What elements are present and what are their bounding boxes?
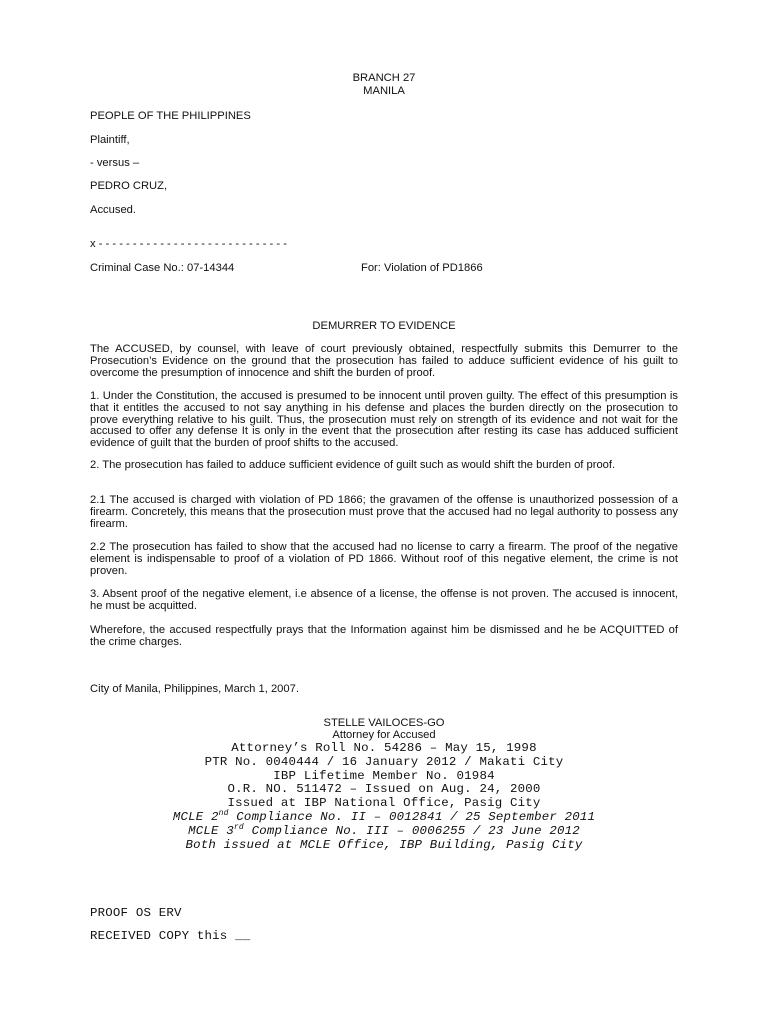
issued-at-line: Issued at IBP National Office, Pasig City	[227, 796, 541, 810]
prayer-paragraph: Wherefore, the accused respectfully prays that the Information against him be dismissed and he be ACQUITTED of the crime charges.	[90, 624, 678, 648]
mcle-3rd-line	[0, 824, 768, 838]
case-offense: For: Violation of PD1866	[361, 262, 483, 274]
case-number: Criminal Case No.: 07-14344	[90, 262, 235, 274]
both-issued-line: Both issued at MCLE Office, IBP Building, Pasig City	[185, 838, 583, 852]
mcle-2nd-detail: Compliance No. II – 0012841 / 25 September 2011	[228, 810, 596, 824]
versus-text: - versus –	[90, 157, 140, 169]
caption-separator: x - - - - - - - - - - - - - - - - - - - - - - - - - - - -	[90, 238, 287, 250]
plaintiff-name: PEOPLE OF THE PHILIPPINES	[90, 110, 251, 122]
mcle-2nd-ordinal: nd	[218, 808, 229, 818]
document-title: DEMURRER TO EVIDENCE	[312, 320, 456, 332]
mcle-2nd-line	[0, 810, 768, 824]
mcle-3rd-ordinal: rd	[233, 822, 244, 832]
roll-number-line: Attorney’s Roll No. 54286 – May 15, 1998	[231, 741, 537, 755]
or-number-line: O.R. NO. 511472 – Issued on Aug. 24, 2000	[227, 782, 541, 796]
city-heading: MANILA	[363, 85, 405, 97]
paragraph-1: 1. Under the Constitution, the accused is presumed to be innocent until proven guilty. The effect of this presumption is that it entitles the accused to not say anything in his defense and places the burden directly on the prosecution to prove everything relative to his guilt. Thus, the prosecution must rely on strength of its evidence and not wait for the accused to offer any defense It is only in the event that the prosecution after resting its case has adduced sufficient evidence of guilt that the burden of proof shifts to the accused.	[90, 390, 678, 450]
mcle-3rd-detail: Compliance No. III – 0006255 / 23 June 2012	[243, 824, 580, 838]
mcle-3rd-prefix: MCLE 3	[188, 824, 234, 838]
signatory-role: Attorney for Accused	[332, 729, 436, 741]
proof-of-service-line: PROOF OS ERV	[90, 906, 182, 920]
date-place-line: City of Manila, Philippines, March 1, 2007.	[90, 683, 299, 695]
signatory-name: STELLE VAILOCES-GO	[323, 717, 445, 729]
ibp-line: IBP Lifetime Member No. 01984	[273, 769, 495, 783]
accused-label: Accused.	[90, 204, 137, 216]
paragraph-3: 3. Absent proof of the negative element, i.e absence of a license, the offense is not proven. The accused is innocent, he must be acquitted.	[90, 588, 678, 612]
ptr-line: PTR No. 0040444 / 16 January 2012 / Makati City	[204, 755, 564, 769]
paragraph-2-2: 2.2 The prosecution has failed to show that the accused had no license to carry a firearm. The proof of the negative element is indispensable to proof of a violation of PD 1866. Without roof of this negative element, the crime is not proven.	[90, 541, 678, 577]
mcle-2nd-prefix: MCLE 2	[172, 810, 219, 824]
branch-heading: BRANCH 27	[352, 72, 416, 84]
plaintiff-label: Plaintiff,	[90, 134, 130, 146]
received-copy-line: RECEIVED COPY this __	[90, 929, 251, 943]
paragraph-2-1: 2.1 The accused is charged with violation of PD 1866; the gravamen of the offense is unauthorized possession of a firearm. Concretely, this means that the prosecution must prove that the accused had no legal authority to possess any firearm.	[90, 494, 678, 530]
paragraph-2: 2. The prosecution has failed to adduce sufficient evidence of guilt such as would shift the burden of proof.	[90, 459, 616, 471]
accused-name: PEDRO CRUZ,	[90, 180, 168, 192]
intro-paragraph: The ACCUSED, by counsel, with leave of court previously obtained, respectfully submits this Demurrer to the Prosecution’s Evidence on the ground that the prosecution has failed to adduce sufficient evidence of his guilt to overcome the presumption of innocence and shift the burden of proof.	[90, 343, 678, 379]
